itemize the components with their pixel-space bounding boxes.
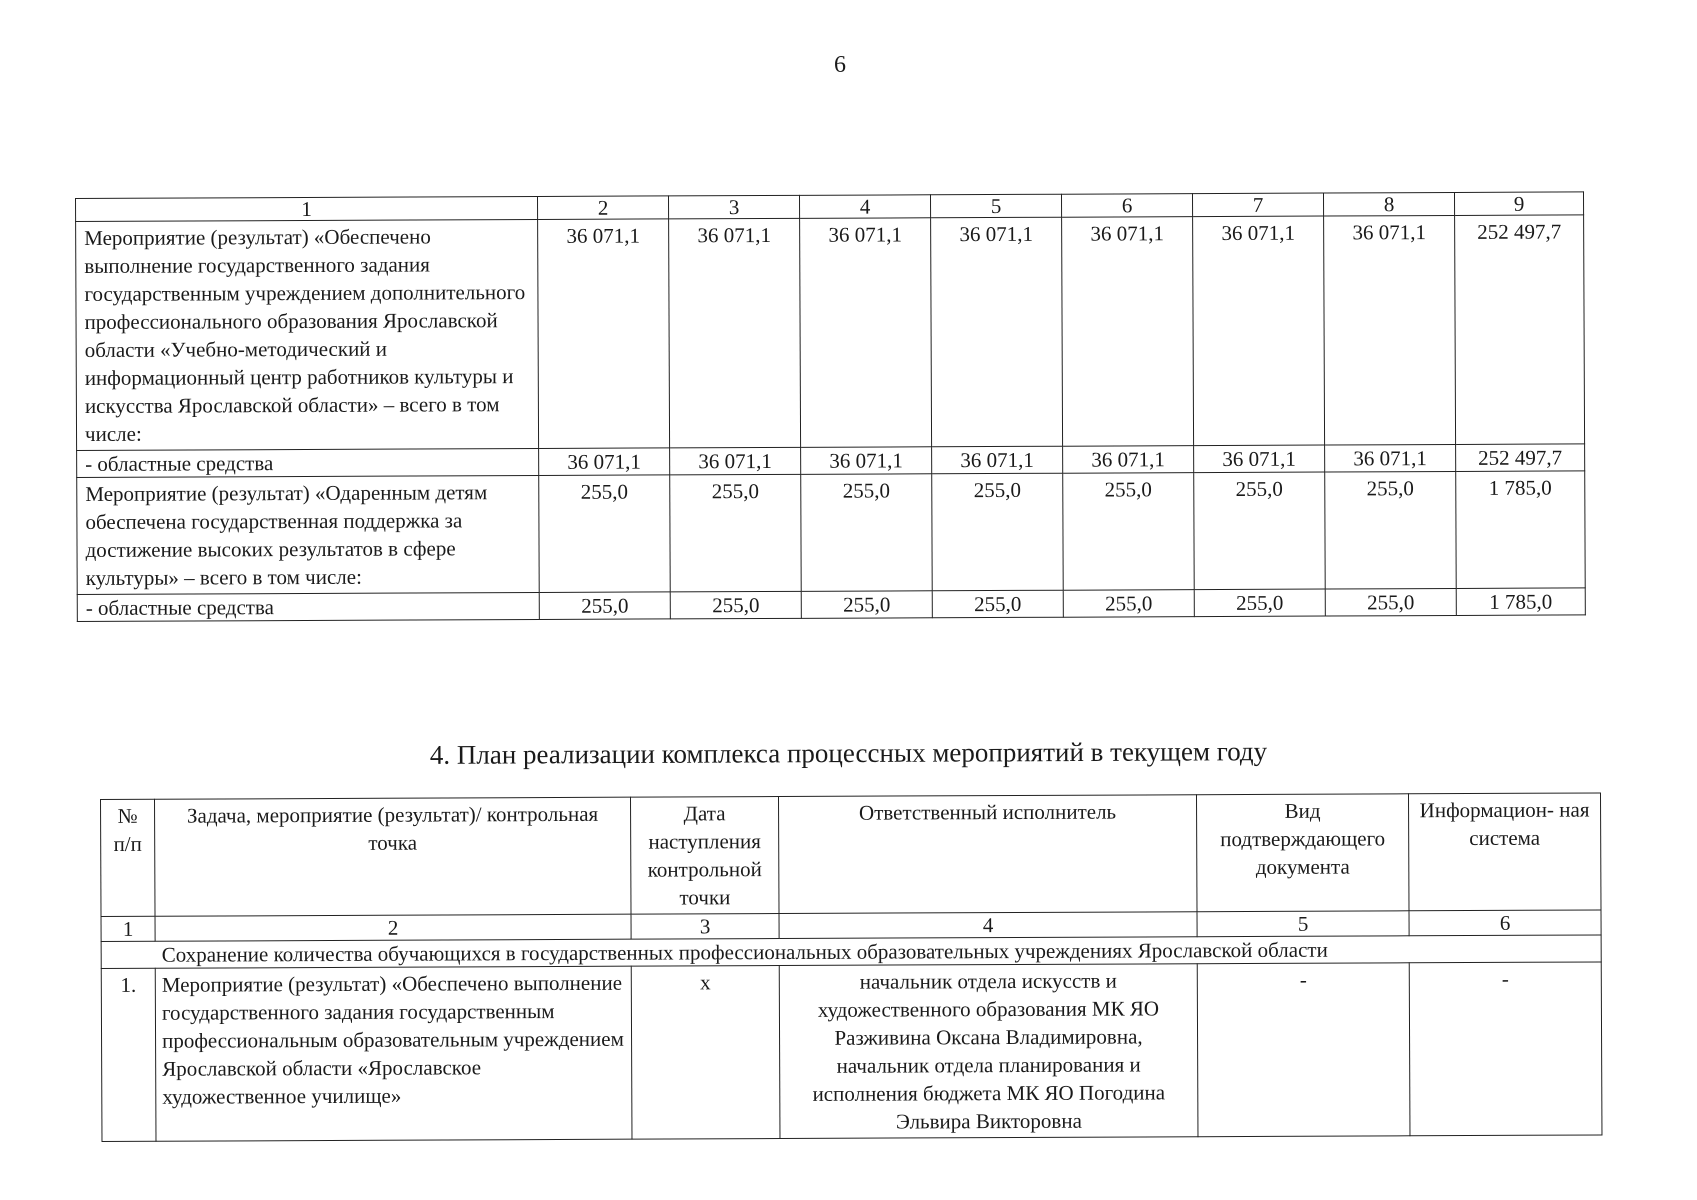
cell-value: 36 071,1 [1194,445,1325,473]
cell-value: 36 071,1 [1063,446,1194,474]
row-label: - областные средства [77,448,539,477]
column-number: 8 [1323,192,1454,216]
date-cell: х [631,966,780,1140]
table-row [76,215,1585,451]
cell-value: 252 497,7 [1456,444,1585,472]
cell-value: 255,0 [539,592,670,620]
cell-value: 36 071,1 [538,219,670,449]
cell-value: 36 071,1 [539,448,670,476]
cell-value: 36 071,1 [670,447,801,475]
table-row [77,588,1585,622]
cell-value: 255,0 [670,591,801,619]
cell-value: 36 071,1 [1325,444,1456,472]
column-number: 5 [930,194,1061,218]
row-label: Мероприятие (результат) «Обеспечено выполнение государственного задания государственным учреждением дополнительного профессионального образования Ярославской области «Учебно-методический и информационный центр работников культуры и искусства Ярославской области» – всего в том числе: [76,219,539,450]
table-row [77,471,1585,595]
column-number: 4 [799,195,930,219]
header-cell: Дата наступления контрольной точки [630,797,779,915]
header-cell: Информацион- ная система [1408,793,1601,911]
cell-value: 255,0 [932,473,1064,591]
row-label: - областные средства [77,592,539,621]
header-cell: Задача, мероприятие (результат)/ контрольная точка [155,797,632,916]
cell-value: 255,0 [1063,473,1195,591]
column-number: 6 [1061,194,1192,218]
column-number: 1 [76,196,538,221]
table-header-row [101,793,1601,917]
cell-value: 36 071,1 [801,447,932,475]
cell-value: 252 497,7 [1455,215,1585,445]
cell-value: 36 071,1 [800,218,932,448]
executor-cell: начальник отдела искусств и художественного образования МК ЯО Разживина Оксана Владимировна, начальник отдела планирования и исполнения бюджета МК ЯО Погодина Эльвира Викторовна [779,964,1198,1139]
cell-value: 255,0 [1194,589,1325,617]
column-number: 9 [1454,192,1583,216]
column-number: 7 [1192,193,1323,217]
cell-value: 255,0 [670,474,802,592]
cell-value: 255,0 [932,590,1063,618]
row-number: 1. [101,968,156,1141]
column-number: 5 [1197,911,1409,937]
row-label: Мероприятие (результат) «Одаренным детям обеспечена государственная поддержка за достижение высоких результатов в сфере культуры» – всего в том числе: [77,475,540,594]
page-number: 6 [834,52,846,78]
cell-value: 36 071,1 [1193,216,1325,446]
column-number: 3 [631,914,779,940]
cell-value: 36 071,1 [669,218,801,448]
table-row [101,962,1602,1142]
column-number: 1 [101,916,155,941]
header-cell: Ответственный исполнитель [778,795,1197,914]
cell-value: 36 071,1 [1062,217,1194,447]
cell-value: 255,0 [801,474,933,592]
cell-value: 36 071,1 [1324,215,1456,445]
plan-table [100,792,1602,1142]
column-number: 2 [155,914,631,941]
task-cell: Мероприятие (результат) «Обеспечено выполнение государственного задания государственным профессиональным образовательным учреждением Ярославской области «Ярославское художественное училище» [155,966,632,1141]
document-cell: - [1197,963,1410,1137]
group-title: Сохранение количества обучающихся в государственных профессиональных образовательных учреждениях Ярославской области [101,935,1601,969]
funding-table [75,191,1586,622]
column-number: 3 [668,195,799,219]
header-cell: Вид подтверждающего документа [1196,794,1409,912]
cell-value: 255,0 [1325,588,1456,616]
cell-value: 1 785,0 [1456,588,1585,616]
column-number: 4 [779,912,1197,939]
cell-value: 36 071,1 [931,217,1063,447]
cell-value: 255,0 [1325,471,1457,589]
cell-value: 255,0 [1194,472,1326,590]
header-cell: № п/п [101,799,156,916]
column-number: 2 [537,196,668,220]
column-number: 6 [1409,910,1601,936]
system-cell: - [1409,962,1602,1136]
cell-value: 255,0 [801,591,932,619]
cell-value: 1 785,0 [1456,471,1586,589]
cell-value: 255,0 [539,475,671,593]
cell-value: 255,0 [1063,590,1194,618]
section-title: 4. План реализации комплекса процессных мероприятий в текущем году [429,736,1268,770]
cell-value: 36 071,1 [932,446,1063,474]
